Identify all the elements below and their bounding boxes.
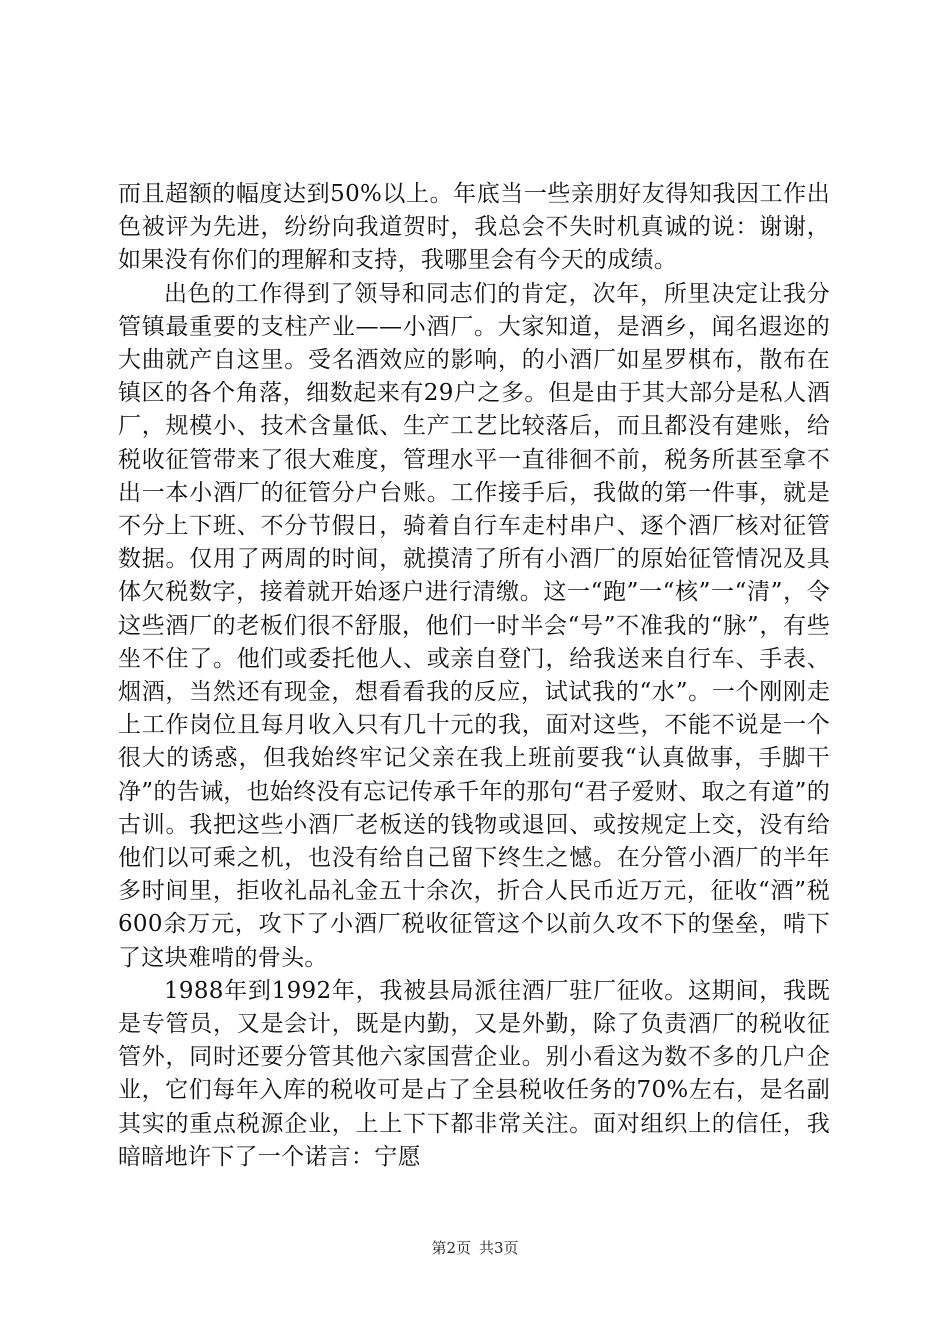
page-total: 共3页 bbox=[479, 1239, 519, 1257]
paragraph-3: 1988年到1992年，我被县局派往酒厂驻厂征收。这期间，我既是专管员，又是会计，既是内勤，又是外勤，除了负责酒厂的税收征管外，同时还要分管其他六家国营企业。别小看这为数不多的几户企业，它们每年入库的税收可是占了全县税收任务的70%左右，是名副其实的重点税源企业，上上下下都非常关注。面对组织上的信任，我暗暗地许下了一个诺言：宁愿 bbox=[118, 977, 830, 1170]
document-body bbox=[118, 178, 830, 1174]
page-number: 第2页 bbox=[431, 1239, 471, 1257]
paragraph-1: 而且超额的幅度达到50%以上。年底当一些亲朋好友得知我因工作出色被评为先进，纷纷向我道贺时，我总会不失时机真诚的说：谢谢，如果没有你们的理解和支持，我哪里会有今天的成绩。 bbox=[118, 181, 830, 274]
paragraph-2: 出色的工作得到了领导和同志们的肯定，次年，所里决定让我分管镇最重要的支柱产业——小酒厂。大家知道，是酒乡，闻名遐迩的大曲就产自这里。受名酒效应的影响，的小酒厂如星罗棋布，散布在镇区的各个角落，细数起来有29户之多。但是由于其大部分是私人酒厂，规模小、技术含量低、生产工艺比较落后，而且都没有建账，给税收征管带来了很大难度，管理水平一直徘徊不前，税务所甚至拿不出一本小酒厂的征管分户台账。工作接手后，我做的第一件事，就是不分上下班、不分节假日，骑着自行车走村串户、逐个酒厂核对征管数据。仅用了两周的时间，就摸清了所有小酒厂的原始征管情况及具体欠税数字，接着就开始逐户进行清缴。这一“跑”一“核”一“清”，令这些酒厂的老板们很不舒服，他们一时半会“号”不准我的“脉”，有些坐不住了。他们或委托他人、或亲自登门，给我送来自行车、手表、烟酒，当然还有现金，想看看我的反应，试试我的“水”。一个刚刚走上工作岗位且每月收入只有几十元的我，面对这些，不能不说是一个很大的诱惑，但我始终牢记父亲在我上班前要我“认真做事，手脚干净”的告诫，也始终没有忘记传承千年的那句“君子爱财、取之有道”的古训。我把这些小酒厂老板送的钱物或退回、或按规定上交，没有给他们以可乘之机，也没有给自己留下终生之憾。在分管小酒厂的半年多时间里，拒收礼品礼金五十余次，折合人民币近万元，征收“酒”税600余万元，攻下了小酒厂税收征管这个以前久攻不下的堡垒，啃下了这块难啃的骨头。 bbox=[118, 280, 830, 971]
page-footer bbox=[0, 1238, 950, 1258]
